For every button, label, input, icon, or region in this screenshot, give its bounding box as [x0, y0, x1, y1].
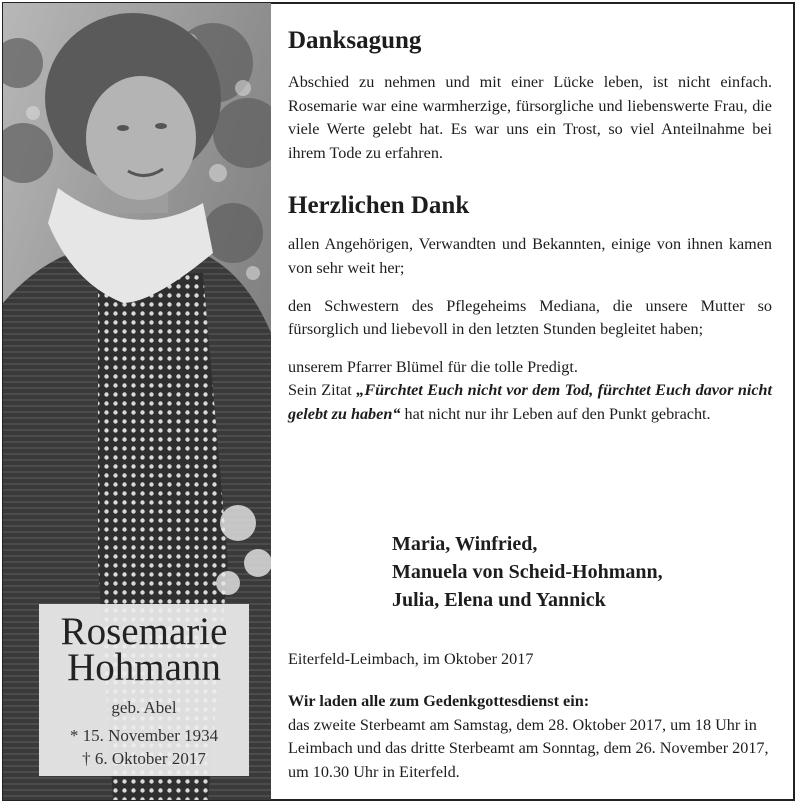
quote-suffix: hat nicht nur ihr Leben auf den Punkt gebracht. — [400, 404, 711, 423]
thanks-relatives: allen Angehörigen, Verwandten und Bekannten, einige von ihnen kamen von sehr weit her; — [288, 235, 772, 277]
deceased-last-name: Hohmann — [67, 646, 221, 689]
heading-danksagung: Danksagung — [288, 27, 422, 54]
intro-paragraph: Abschied zu nehmen und mit einer Lücke leben, ist nicht einfach. Rosemarie war eine warmherzige, fürsorgliche und liebenswerte Frau, die viele Werte gelebt hat. Es war uns ein Trost, so viel Anteilnahme bei ihrem Tode zu erfahren. — [288, 73, 772, 162]
name-box — [39, 604, 249, 776]
pastor-line: unserem Pfarrer Blümel für die tolle Predigt. — [288, 357, 578, 376]
invitation-text: das zweite Sterbeamt am Samstag, dem 28. Oktober 2017, um 18 Uhr in Leimbach und das dritte Sterbeamt am Sonntag, dem 26. November 2017, um 10.30 Uhr in Eiterfeld. — [288, 715, 769, 781]
thanks-nurses: den Schwestern des Pflegeheims Mediana, die unsere Mutter so fürsorglich und liebevoll in den letzten Stunden begleitet haben; — [288, 296, 772, 339]
quote-text: „Fürchtet Euch nicht vor dem Tod, fürchtet Euch davor nicht gelebt zu haben“ — [288, 381, 772, 423]
birth-date: * 15. November 1934 — [69, 726, 219, 745]
place-date: Eiterfeld-Leimbach, im Oktober 2017 — [288, 650, 534, 668]
signature-line-1: Maria, Winfried, — [392, 533, 538, 555]
heading-herzlichen-dank: Herzlichen Dank — [288, 192, 470, 220]
deceased-first-name: Rosemarie — [60, 610, 228, 653]
signature-line-3: Julia, Elena und Yannick — [392, 589, 606, 611]
birth-name: geb. Abel — [111, 698, 177, 717]
invitation-heading: Wir laden alle zum Gedenkgottesdienst ein: — [288, 692, 590, 710]
thanks-pastor — [288, 356, 772, 427]
death-date: † 6. Oktober 2017 — [82, 749, 206, 768]
quote-prefix: Sein Zitat — [288, 381, 357, 400]
signature-line-2: Manuela von Scheid-Hohmann, — [392, 561, 663, 583]
invitation — [288, 690, 772, 784]
main-text — [288, 16, 772, 427]
signature-block — [392, 530, 663, 614]
